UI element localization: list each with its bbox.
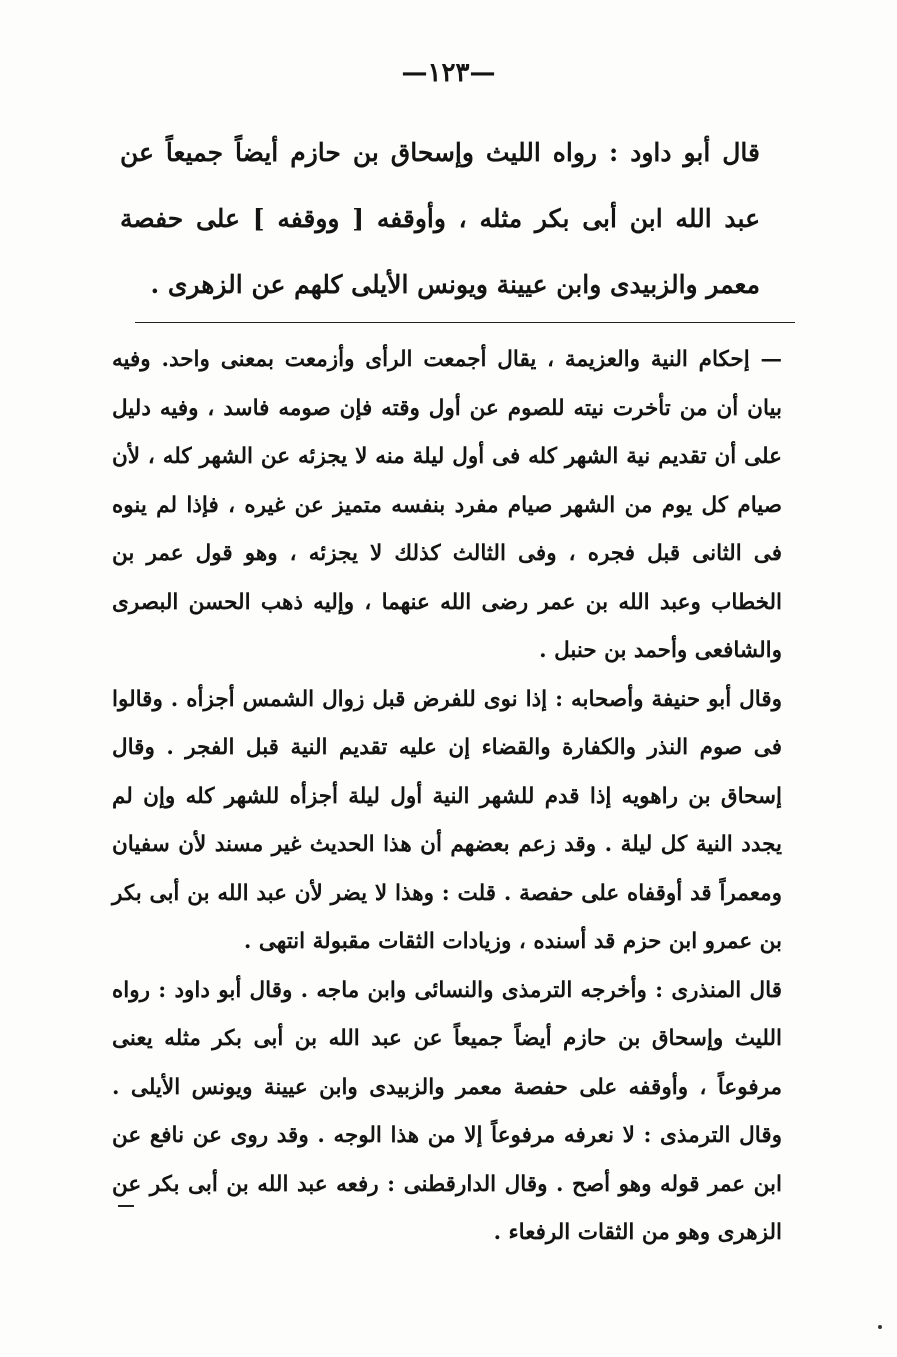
scan-speck (878, 1325, 882, 1329)
hadith-text: قال أبو داود : رواه الليث وإسحاق بن حازم أيضاً جميعاً عن عبد الله ابن أبى بكر مثله ، وأوقفه [ ووقفه ] على حفصة معمر والزبيدى وابن عيينة ويونس الأيلى كلهم عن الزهرى . (120, 138, 760, 299)
commentary-paragraph-3: قال المنذرى : وأخرجه الترمذى والنسائى وابن ماجه . وقال أبو داود : رواه الليث وإسحاق بن حازم أيضاً جميعاً عن عبد الله بن أبى بكر مثله يعنى مرفوعاً ، وأوقفه على حفصة معمر والزبيدى وابن عيينة ويونس الأيلى . وقال الترمذى : لا نعرفه مرفوعاً إلا من هذا الوجه . وقد روى عن نافع عن ابن عمر قوله وهو أصح . وقال الدارقطنى : رفعه عبد الله بن أبى بكر عن الزهرى وهو من الثقات الرفعاء . (112, 977, 782, 1245)
commentary (112, 336, 782, 1258)
commentary-paragraph-1: — إحكام النية والعزيمة ، يقال أجمعت الرأى وأزمعت بمعنى واحد. وفيه بيان أن من تأخرت نيته للصوم عن أول وقته فإن صومه فاسد ، وفيه دليل على أن تقديم نية الشهر كله فى أول ليلة منه لا يجزئه عن الشهر كله ، لأن صيام كل يوم من الشهر صيام مفرد بنفسه متميز عن غيره ، فإذا لم ينوه فى الثانى قبل فجره ، وفى الثالث كذلك لا يجزئه ، وهو قول عمر بن الخطاب وعبد الله بن عمر رضى الله عنهما ، وإليه ذهب الحسن البصرى والشافعى وأحمد بن حنبل . (112, 347, 782, 663)
margin-dash (118, 1205, 134, 1207)
commentary-paragraph-2: وقال أبو حنيفة وأصحابه : إذا نوى للفرض قبل زوال الشمس أجزأه . وقالوا فى صوم النذر والكفارة والقضاء إن عليه تقديم النية قبل الفجر . وقال إسحاق بن راهويه إذا قدم للشهر النية أول ليلة أجزأه للشهر كله وإن لم يجدد النية كل ليلة . وقد زعم بعضهم أن هذا الحديث غير مسند لأن سفيان ومعمراً قد أوقفاه على حفصة . قلت : وهذا لا يضر لأن عبد الله بن أبى بكر بن عمرو ابن حزم قد أسنده ، وزيادات الثقات مقبولة انتهى . (112, 686, 782, 954)
footnote-divider (135, 322, 795, 323)
page-number: —١٢٣— (401, 58, 496, 88)
